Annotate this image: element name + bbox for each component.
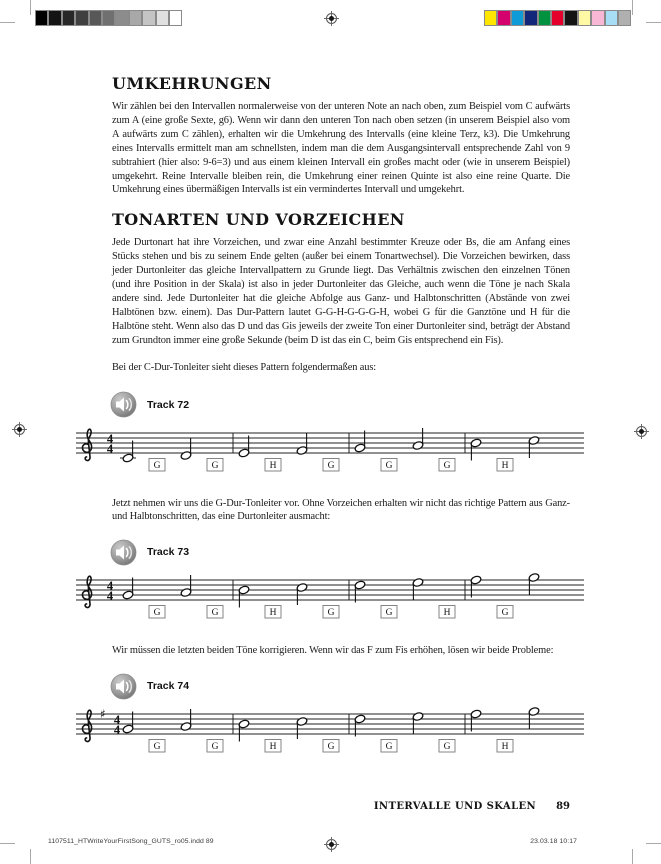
crop-mark: [0, 22, 15, 23]
track-label: Track 74: [147, 680, 190, 693]
calibration-swatch: [89, 10, 102, 26]
text-column: [100, 74, 570, 778]
half-note: [180, 575, 192, 597]
paragraph-tonarten: Jede Durtonart hat ihre Vorzeichen, und zwar eine Anzahl bestimmter Kreuze oder Bs, die am Anfang eines Stücks stehen und bis zu seinem Ende gelten (außer bei einem Tonartwechsel). Die Vorzeichen bewirken, dass jeder Durtonleiter das gleiche Intervallpattern zu Grunde liegt. Das Verhältnis zwischen den einzelnen Tönen (und ihre Position in der Skala) ist also in jeder Durtonleiter das Gleiche, auch wenn die Töne je nach Skala andere sind. Jede Durtonleiter hat die gleiche Abfolge aus Ganz- und Halbtonschritten (Abstände von zwei Halbtönen bzw. einem). Das Dur-Pattern lautet G-G-H-G-G-G-H, wobei G für die Ganztöne und H für die Halbtöne steht. Wenn also das D und das Gis jeweils der zweite Ton einer Durtonleiter sind, beträgt der Abstand zum Grundton immer eine große Sekunde (beim D ist das ein C, beim Gis entsprechend ein Fis).: [112, 237, 570, 346]
speaker-icon: [110, 673, 137, 700]
step-label: G: [385, 742, 393, 753]
calibration-swatch: [115, 10, 128, 26]
half-note: [180, 709, 192, 731]
half-note: [238, 719, 250, 741]
half-note: [122, 712, 134, 734]
track-label: Track 73: [147, 546, 190, 559]
crop-mark: [632, 0, 633, 15]
half-note: [470, 575, 482, 597]
paragraph-g-dur: Jetzt nehmen wir uns die G-Dur-Tonleiter vor. Ohne Vorzeichen erhalten wir nicht das richtige Pattern aus Ganz- und Halbtonschritten, das eine Durtonleiter ausmacht:: [112, 497, 570, 523]
calibration-swatch: [605, 10, 618, 26]
treble-clef-icon: [82, 710, 91, 741]
grayscale-calibration-strip: [35, 10, 182, 26]
calibration-swatch: [551, 10, 564, 26]
calibration-swatch: [156, 10, 169, 26]
page-number: 89: [556, 801, 570, 812]
half-note: [122, 440, 134, 462]
crop-mark: [30, 849, 31, 864]
crop-mark: [632, 849, 633, 864]
print-slug-filename: 1107511_HTWriteYourFirstSong_GUTS_ro05.indd 89: [48, 838, 214, 845]
track-label: Track 72: [147, 398, 190, 411]
step-label: H: [269, 608, 277, 619]
step-label: G: [327, 742, 335, 753]
half-note: [122, 578, 134, 600]
half-note: [238, 435, 250, 457]
time-signature-digit: 4: [113, 723, 121, 738]
calibration-swatch: [564, 10, 577, 26]
calibration-swatch: [511, 10, 524, 26]
step-label: G: [443, 742, 451, 753]
speaker-icon: [110, 391, 137, 418]
time-signature-digit: 4: [106, 441, 114, 456]
step-label: G: [211, 460, 219, 471]
registration-mark: [326, 839, 337, 850]
paragraph-c-dur-intro: Bei der C-Dur-Tonleiter sieht dieses Pattern folgendermaßen aus:: [112, 361, 377, 373]
speaker-icon: [110, 539, 137, 566]
half-note: [238, 585, 250, 607]
time-signature-digit: 4: [106, 589, 114, 604]
print-slug-timestamp: 23.03.18 10:17: [530, 838, 577, 845]
key-signature-sharp: ♯: [100, 707, 106, 722]
half-note: [412, 428, 424, 450]
time-signature-digit: 4: [106, 579, 114, 594]
step-label: H: [443, 608, 451, 619]
step-label: G: [211, 742, 219, 753]
half-note: [296, 433, 308, 455]
half-note: [354, 714, 366, 736]
registration-mark: [636, 426, 647, 437]
step-label: G: [153, 460, 161, 471]
treble-clef-icon: [82, 429, 91, 460]
step-label: G: [327, 460, 335, 471]
half-note: [470, 438, 482, 460]
track-row-73: [110, 537, 570, 567]
paragraph-umkehrungen: Wir zählen bei den Intervallen normalerweise von der unteren Note an nach oben, zum Beispiel vom C aufwärts zum A (eine große Sexte, g6). Wenn wir dann den unteren Ton nach oben setzen (in unserem Beispiel also vom A aufwärts zum C zählen), erhalten wir die Umkehrung des Intervalls (eine kleine Terz, k3). Die Umkehrung eines Intervalls ermittelt man am schnellsten, indem man die dem Ausgangsintervall entsprechende Zahl von 9 subtrahiert (hier also: 9-6=3) und aus einem kleinen Intervall ein großes macht oder (wie in unserem Beispiel) umgekehrt. Reine Intervalle bleiben rein, die Umkehrung einer reinen Quinte ist also eine reine Quarte. Die Umkehrung eines übermäßigen Intervalls ist ein vermindertes Intervall und umgekehrt.: [112, 101, 570, 196]
heading-umkehrungen: UMKEHRUNGEN: [112, 74, 272, 93]
step-label: G: [153, 608, 161, 619]
half-note: [296, 717, 308, 739]
track-row-72: [110, 390, 570, 420]
step-label: G: [327, 608, 335, 619]
calibration-swatch: [591, 10, 604, 26]
half-note: [528, 573, 540, 595]
calibration-swatch: [484, 10, 497, 26]
music-staff-g-major-fixed: [76, 706, 586, 754]
step-label: G: [385, 460, 393, 471]
calibration-swatch: [75, 10, 88, 26]
paragraph-korrektur: Wir müssen die letzten beiden Töne korrigieren. Wenn wir das F zum Fis erhöhen, lösen wir beide Probleme:: [112, 645, 554, 657]
calibration-swatch: [538, 10, 551, 26]
crop-mark: [0, 843, 15, 844]
calibration-swatch: [129, 10, 142, 26]
crop-mark: [30, 0, 31, 15]
calibration-swatch: [497, 10, 510, 26]
music-staff-g-major-wrong: [76, 572, 586, 620]
calibration-swatch: [48, 10, 61, 26]
calibration-swatch: [618, 10, 631, 26]
running-title: INTERVALLE UND SKALEN: [373, 801, 537, 812]
half-note: [354, 430, 366, 452]
calibration-swatch: [35, 10, 48, 26]
registration-mark: [326, 13, 337, 24]
step-label: G: [385, 608, 393, 619]
registration-mark: [14, 424, 25, 435]
time-signature-digit: 4: [113, 713, 121, 728]
step-label: G: [443, 460, 451, 471]
time-signature-digit: 4: [106, 431, 114, 446]
calibration-swatch: [62, 10, 75, 26]
step-label: G: [501, 608, 509, 619]
heading-tonarten: TONARTEN UND VORZEICHEN: [112, 210, 405, 230]
step-label: G: [153, 742, 161, 753]
half-note: [354, 580, 366, 602]
color-calibration-strip: [484, 10, 631, 26]
half-note: [470, 709, 482, 731]
track-row-74: [110, 671, 570, 701]
step-label: H: [501, 460, 509, 471]
half-note: [412, 712, 424, 734]
calibration-swatch: [578, 10, 591, 26]
step-label: H: [501, 742, 509, 753]
calibration-swatch: [169, 10, 182, 26]
page-footer: [374, 801, 570, 812]
half-note: [296, 583, 308, 605]
step-label: H: [269, 742, 277, 753]
treble-clef-icon: [82, 576, 91, 607]
music-staff-c-major: [76, 425, 586, 473]
half-note: [528, 707, 540, 729]
step-label: G: [211, 608, 219, 619]
crop-mark: [646, 22, 661, 23]
calibration-swatch: [524, 10, 537, 26]
step-label: H: [269, 460, 277, 471]
crop-mark: [646, 843, 661, 844]
half-note: [412, 578, 424, 600]
half-note: [180, 438, 192, 460]
calibration-swatch: [142, 10, 155, 26]
calibration-swatch: [102, 10, 115, 26]
half-note: [528, 435, 540, 457]
